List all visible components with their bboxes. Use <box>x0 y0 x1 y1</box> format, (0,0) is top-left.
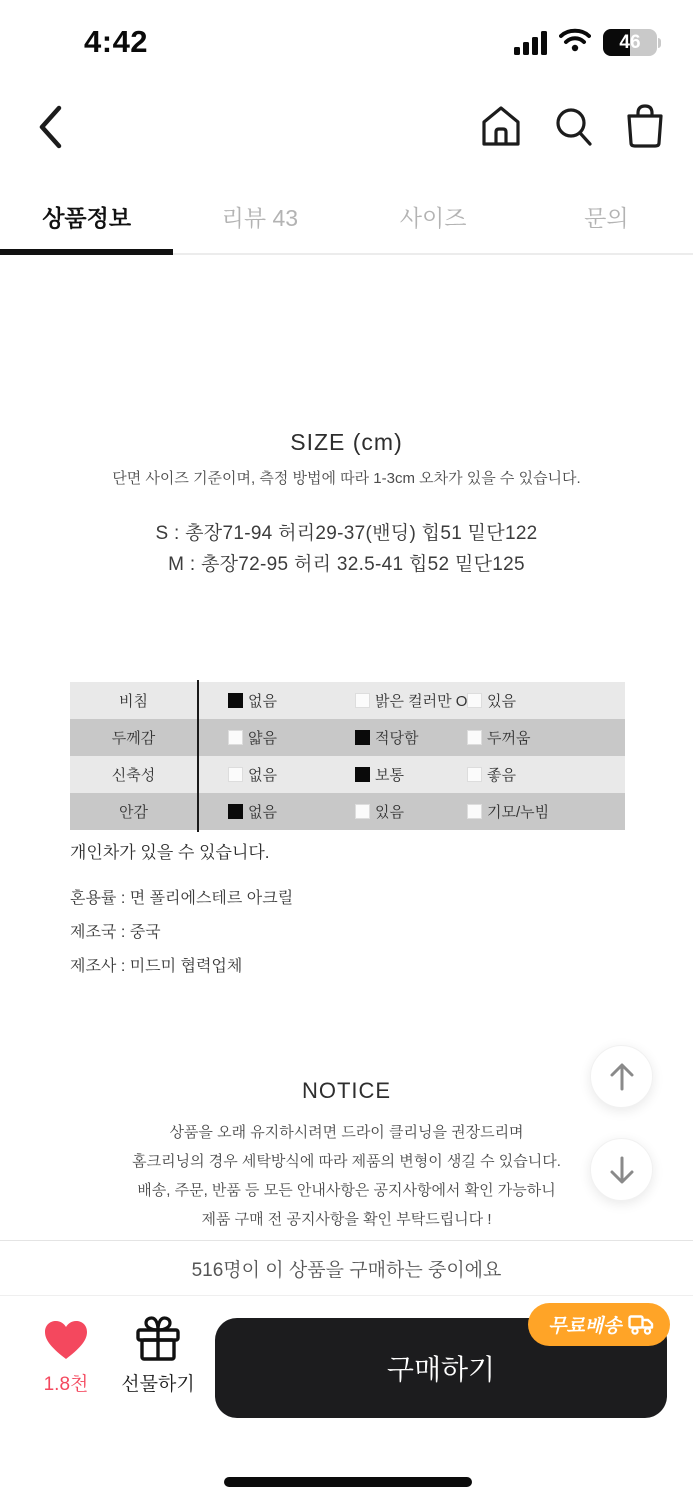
nav-bar <box>0 88 693 166</box>
clock: 4:42 <box>84 24 149 59</box>
option-label: 기모/누빔 <box>487 804 550 821</box>
gift-icon <box>133 1315 183 1363</box>
gift-button[interactable] <box>116 1315 200 1396</box>
notice-line: 상품을 오래 유지하시려면 드라이 클리닝을 권장드리며 <box>169 1124 524 1141</box>
free-shipping-badge <box>528 1303 670 1346</box>
search-icon <box>552 104 594 148</box>
option-label: 밝은 컬러만 O <box>375 693 468 710</box>
row-label: 신축성 <box>111 767 156 784</box>
product-composition-info <box>70 882 293 984</box>
tab-inquiry[interactable]: 문의 <box>520 180 693 253</box>
size-spec-lines <box>0 518 693 580</box>
chevron-left-icon <box>37 104 63 150</box>
option-label: 두꺼움 <box>487 730 531 747</box>
cellular-signal-icon <box>514 31 547 55</box>
fabric-attribute-table <box>70 682 625 830</box>
wifi-icon <box>559 28 591 57</box>
notice-line: 제품 구매 전 공지사항을 확인 부탁드립니다 ! <box>201 1211 492 1228</box>
option-label: 있음 <box>375 804 404 821</box>
table-row <box>70 682 625 719</box>
option-label: 있음 <box>487 693 516 710</box>
checkbox-icon <box>467 804 482 819</box>
search-button[interactable] <box>551 102 595 150</box>
notice-title: NOTICE <box>301 1078 392 1103</box>
checkbox-icon <box>467 730 482 745</box>
checkbox-icon <box>355 804 370 819</box>
checkbox-icon <box>228 730 243 745</box>
size-spec-m: M : 총장72-95 허리 32.5-41 힙52 밑단125 <box>168 554 525 575</box>
battery-percent: 46 <box>619 31 641 53</box>
individual-difference-note: 개인차가 있을 수 있습니다. <box>70 843 270 862</box>
table-row <box>70 756 625 793</box>
free-shipping-label: 무료배송 <box>548 1316 622 1337</box>
checkbox-icon <box>355 693 370 708</box>
row-label: 비침 <box>119 693 148 710</box>
table-row <box>70 793 625 830</box>
arrow-up-icon <box>608 1062 636 1092</box>
home-icon <box>480 104 522 148</box>
tab-reviews[interactable]: 리뷰 43 <box>173 180 346 253</box>
status-indicators <box>514 28 661 57</box>
table-row <box>70 719 625 756</box>
notice-body <box>0 1118 693 1234</box>
notice-line: 배송, 주문, 반품 등 모든 안내사항은 공지사항에서 확인 가능하니 <box>137 1182 556 1199</box>
table-column-divider <box>197 680 199 832</box>
blend-ratio-line: 혼용률 : 면 폴리에스테르 아크릴 <box>70 890 294 907</box>
live-purchase-banner: 516명이 이 상품을 구매하는 중이에요 <box>0 1240 693 1296</box>
size-section-title: SIZE (cm) <box>290 429 403 455</box>
checkbox-icon <box>228 693 243 708</box>
checkbox-icon <box>467 693 482 708</box>
buy-button[interactable]: 구매하기 <box>215 1318 667 1418</box>
option-label: 얇음 <box>248 730 277 747</box>
arrow-down-icon <box>608 1155 636 1185</box>
option-label: 보통 <box>375 767 404 784</box>
cart-button[interactable] <box>623 102 667 150</box>
scroll-to-bottom-button[interactable] <box>590 1138 653 1201</box>
battery-nub <box>658 38 661 48</box>
tab-bar <box>0 180 693 255</box>
option-label: 없음 <box>248 767 277 784</box>
home-button[interactable] <box>479 102 523 150</box>
size-spec-s: S : 총장71-94 허리29-37(밴딩) 힙51 밑단122 <box>155 523 538 544</box>
active-tab-underline <box>0 249 173 255</box>
gift-label: 선물하기 <box>121 1374 195 1395</box>
checkbox-icon <box>355 730 370 745</box>
row-label: 안감 <box>119 804 148 821</box>
manufacturer-line: 제조사 : 미드미 협력업체 <box>70 958 243 975</box>
checkbox-icon <box>228 804 243 819</box>
home-indicator-handle[interactable] <box>224 1477 472 1487</box>
tab-size[interactable]: 사이즈 <box>347 180 520 253</box>
checkbox-icon <box>467 767 482 782</box>
status-bar <box>0 0 693 70</box>
origin-country-line: 제조국 : 중국 <box>70 924 161 941</box>
option-label: 없음 <box>248 804 277 821</box>
row-label: 두께감 <box>111 730 156 747</box>
like-button[interactable] <box>26 1319 106 1396</box>
scroll-to-top-button[interactable] <box>590 1045 653 1108</box>
checkbox-icon <box>228 767 243 782</box>
notice-line: 홈크리닝의 경우 세탁방식에 따라 제품의 변형이 생길 수 있습니다. <box>132 1153 561 1170</box>
heart-icon <box>43 1319 89 1361</box>
option-label: 좋음 <box>487 767 516 784</box>
bottom-action-bar <box>0 1297 693 1500</box>
option-label: 없음 <box>248 693 277 710</box>
checkbox-icon <box>355 767 370 782</box>
back-button[interactable] <box>28 104 72 152</box>
option-label: 적당함 <box>375 730 419 747</box>
shopping-bag-icon <box>624 103 666 149</box>
size-measure-note: 단면 사이즈 기준이며, 측정 방법에 따라 1-3cm 오차가 있을 수 있습니다. <box>112 470 581 487</box>
battery-indicator <box>603 29 661 56</box>
tab-product-info[interactable]: 상품정보 <box>0 180 173 253</box>
like-count: 1.8천 <box>43 1374 89 1395</box>
delivery-truck-icon <box>628 1315 654 1335</box>
